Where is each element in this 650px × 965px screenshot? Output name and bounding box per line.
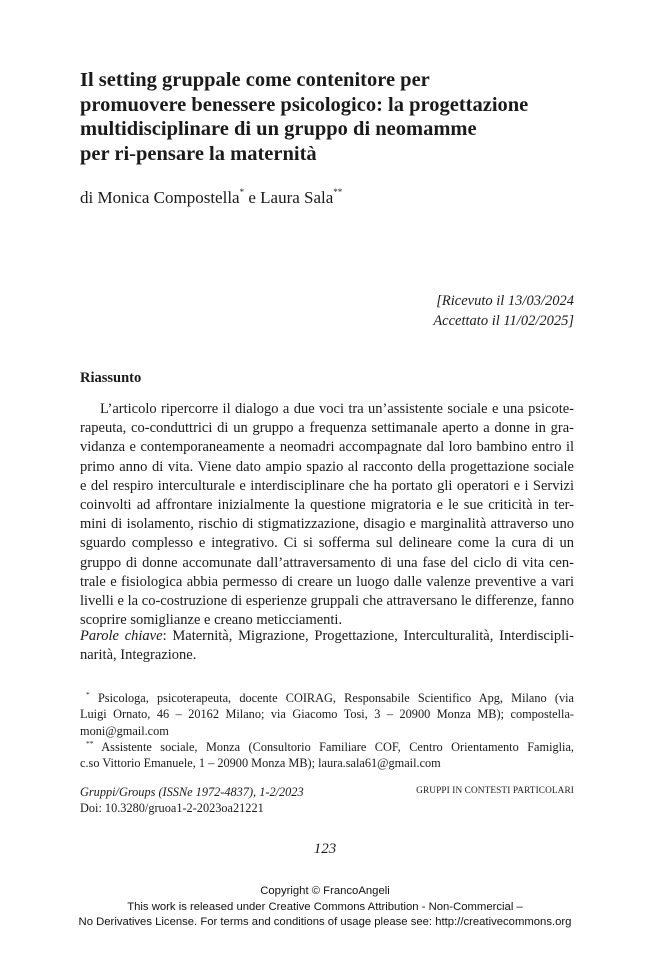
footnote-mark-1: *	[239, 187, 245, 197]
article-title	[80, 68, 580, 166]
title-line: Il setting gruppale come contenitore per	[80, 69, 430, 91]
footnote-line: ** Assistente sociale, Monza (Consultorio Familiare COF, Centro Orientamento Famiglia,	[86, 738, 574, 754]
submission-dates	[433, 291, 574, 331]
author-second: e Laura Sala	[244, 188, 334, 207]
footnote-marker: *	[86, 690, 90, 699]
footnote-line: * Psicologa, psicoterapeuta, docente COIRAG, Responsabile Scientifico Apg, Milano (via	[86, 690, 574, 705]
keywords-line: narità, Integrazione.	[80, 647, 197, 664]
title-line: per ri-pensare la maternità	[80, 142, 317, 165]
page-number: 123	[313, 841, 337, 857]
abstract-line: primo anno di vita. Viene dato ampio spazio al racconto della progettazione sociale	[80, 458, 574, 475]
received-date: [Ricevuto il 13/03/2024	[436, 293, 574, 309]
abstract-line: gruppo di donne accomunate dall’attraversamento di una fase del ciclo di vita cen-	[80, 554, 574, 571]
keywords-label: Parole chiave	[80, 628, 163, 644]
license-notice	[0, 884, 650, 931]
abstract-line: coinvolti ad affrontare inizialmente la questione migratoria e le sue criticità in ter-	[80, 497, 574, 514]
journal-name: Gruppi/Groups (ISSNe 1972-4837), 1-2/2023	[80, 785, 304, 799]
title-line: multidisciplinare di un gruppo di neomamme	[80, 118, 477, 140]
abstract-line: sguardo complesso e integrativo. Ci si sofferma sul delineare come la cura di un	[80, 535, 574, 552]
author-byline	[80, 188, 342, 208]
abstract-heading: Riassunto	[80, 370, 142, 386]
abstract-line: vidanza e contemporaneamente a neomadri accompagnate dal loro bambino entro il	[80, 439, 574, 456]
journal-info	[80, 784, 304, 816]
abstract-line: livelli e la co-costruzione di esperienze gruppali che attraversano le differenze, fanno	[80, 593, 574, 610]
abstract-line: trale e fisiologica abbia permesso di creare un luogo dalle valenze preventive a vari	[80, 573, 574, 590]
footnotes	[80, 690, 574, 771]
footnote-line: Luigi Ornato, 46 – 20162 Milano; via Giacomo Tosi, 3 – 20900 Monza MB); compostella-	[80, 707, 574, 722]
abstract-line: L’articolo ripercorre il dialogo a due voci tra un’assistente sociale e una psicote-	[100, 401, 574, 417]
section-tag: GRUPPI IN CONTESTI PARTICOLARI	[416, 786, 574, 796]
title-line: promuovere benessere psicologico: la progettazione	[80, 93, 529, 116]
footnote-line: moni@gmail.com	[80, 723, 169, 738]
copyright-line: Copyright © FrancoAngeli	[260, 885, 390, 897]
doi: Doi: 10.3280/gruoa1-2-2023oa21221	[80, 801, 264, 815]
abstract-line: mini di isolamento, rischio di stigmatizzazione, disagio e marginalità attraverso uno	[80, 516, 574, 533]
keywords-list: : Maternità, Migrazione, Progettazione, Interculturalità, Interdiscipli-	[162, 628, 575, 644]
footnote-mark-2: **	[333, 187, 343, 197]
author-first: di Monica Compostella	[80, 188, 240, 207]
accepted-date: Accettato il 11/02/2025]	[433, 313, 574, 329]
abstract-line: scoprire somiglianze e creano meticciamenti.	[80, 612, 343, 629]
abstract-body	[80, 400, 574, 630]
abstract-line: e del respiro interculturale e interdisciplinare che ha portato gli operatori e i Servizi	[80, 477, 574, 494]
keywords-line	[80, 627, 574, 646]
license-line: No Derivatives License. For terms and conditions of usage please see: http://creativecommons.org	[78, 916, 572, 928]
license-line: This work is released under Creative Commons Attribution - Non-Commercial –	[127, 900, 523, 913]
footnote-line: c.so Vittorio Emanuele, 1 – 20900 Monza MB); laura.sala61@gmail.com	[80, 756, 441, 771]
footnote-marker: **	[86, 738, 94, 748]
abstract-line: rapeuta, co-conduttrici di un gruppo a frequenza settimanale aperto a donne in gra-	[80, 420, 574, 437]
keywords	[80, 627, 574, 665]
